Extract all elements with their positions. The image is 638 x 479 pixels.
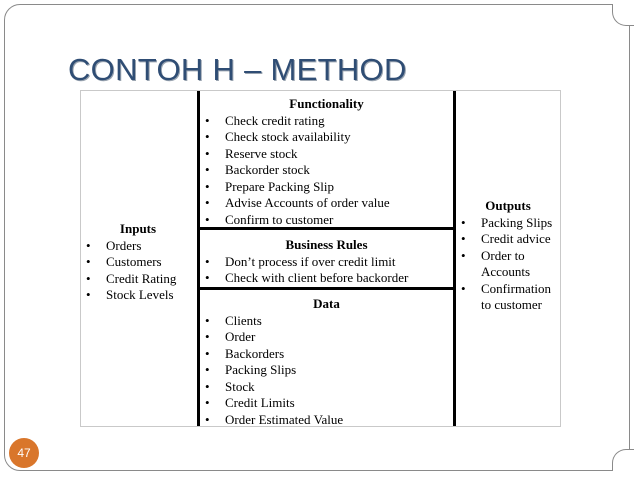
list-item: • Check stock availability [200, 129, 453, 146]
list-item: • Order to Accounts [456, 248, 560, 281]
list-item: • Reserve stock [200, 146, 453, 163]
inputs-box [81, 221, 195, 304]
list-item: • Stock [200, 379, 453, 396]
list-item: • Prepare Packing Slip [200, 179, 453, 196]
list-item: • Check with client before backorder [200, 270, 453, 287]
list-item: • Stock Levels [81, 287, 195, 304]
list-item: • Packing Slips [200, 362, 453, 379]
list-item: • Check credit rating [200, 113, 453, 130]
method-diagram [80, 90, 561, 427]
inputs-heading: Inputs [119, 221, 157, 236]
divider-rules-data [197, 287, 456, 290]
inputs-list [81, 238, 195, 304]
functionality-box [200, 96, 453, 228]
slide-title: CONTOH H – METHOD [68, 52, 407, 87]
list-item: • Backorder stock [200, 162, 453, 179]
functionality-heading: Functionality [289, 96, 364, 111]
list-item: • Credit Rating [81, 271, 195, 288]
list-item: • Clients [200, 313, 453, 330]
outputs-box [456, 198, 560, 314]
list-item: • Confirm to customer [200, 212, 453, 229]
list-item: • Customers [81, 254, 195, 271]
business-rules-heading: Business Rules [285, 237, 368, 252]
list-item: • Order [200, 329, 453, 346]
list-item: • Order Estimated Value [200, 412, 453, 429]
list-item: • Backorders [200, 346, 453, 363]
list-item: • Advise Accounts of order value [200, 195, 453, 212]
outputs-list [456, 215, 560, 314]
data-list [200, 313, 453, 429]
business-rules-list [200, 254, 453, 287]
outputs-heading: Outputs [485, 198, 531, 213]
list-item: • Don’t process if over credit limit [200, 254, 453, 271]
list-item: • Credit Limits [200, 395, 453, 412]
page-number-badge: 47 [9, 438, 39, 468]
list-item: • Confirmation to customer [456, 281, 560, 314]
data-box [200, 296, 453, 428]
list-item: • Orders [81, 238, 195, 255]
data-heading: Data [313, 296, 340, 311]
frame-corner-notch-bottom [612, 449, 634, 471]
business-rules-box [200, 237, 453, 287]
functionality-list [200, 113, 453, 229]
list-item: • Credit advice [456, 231, 560, 248]
list-item: • Packing Slips [456, 215, 560, 232]
